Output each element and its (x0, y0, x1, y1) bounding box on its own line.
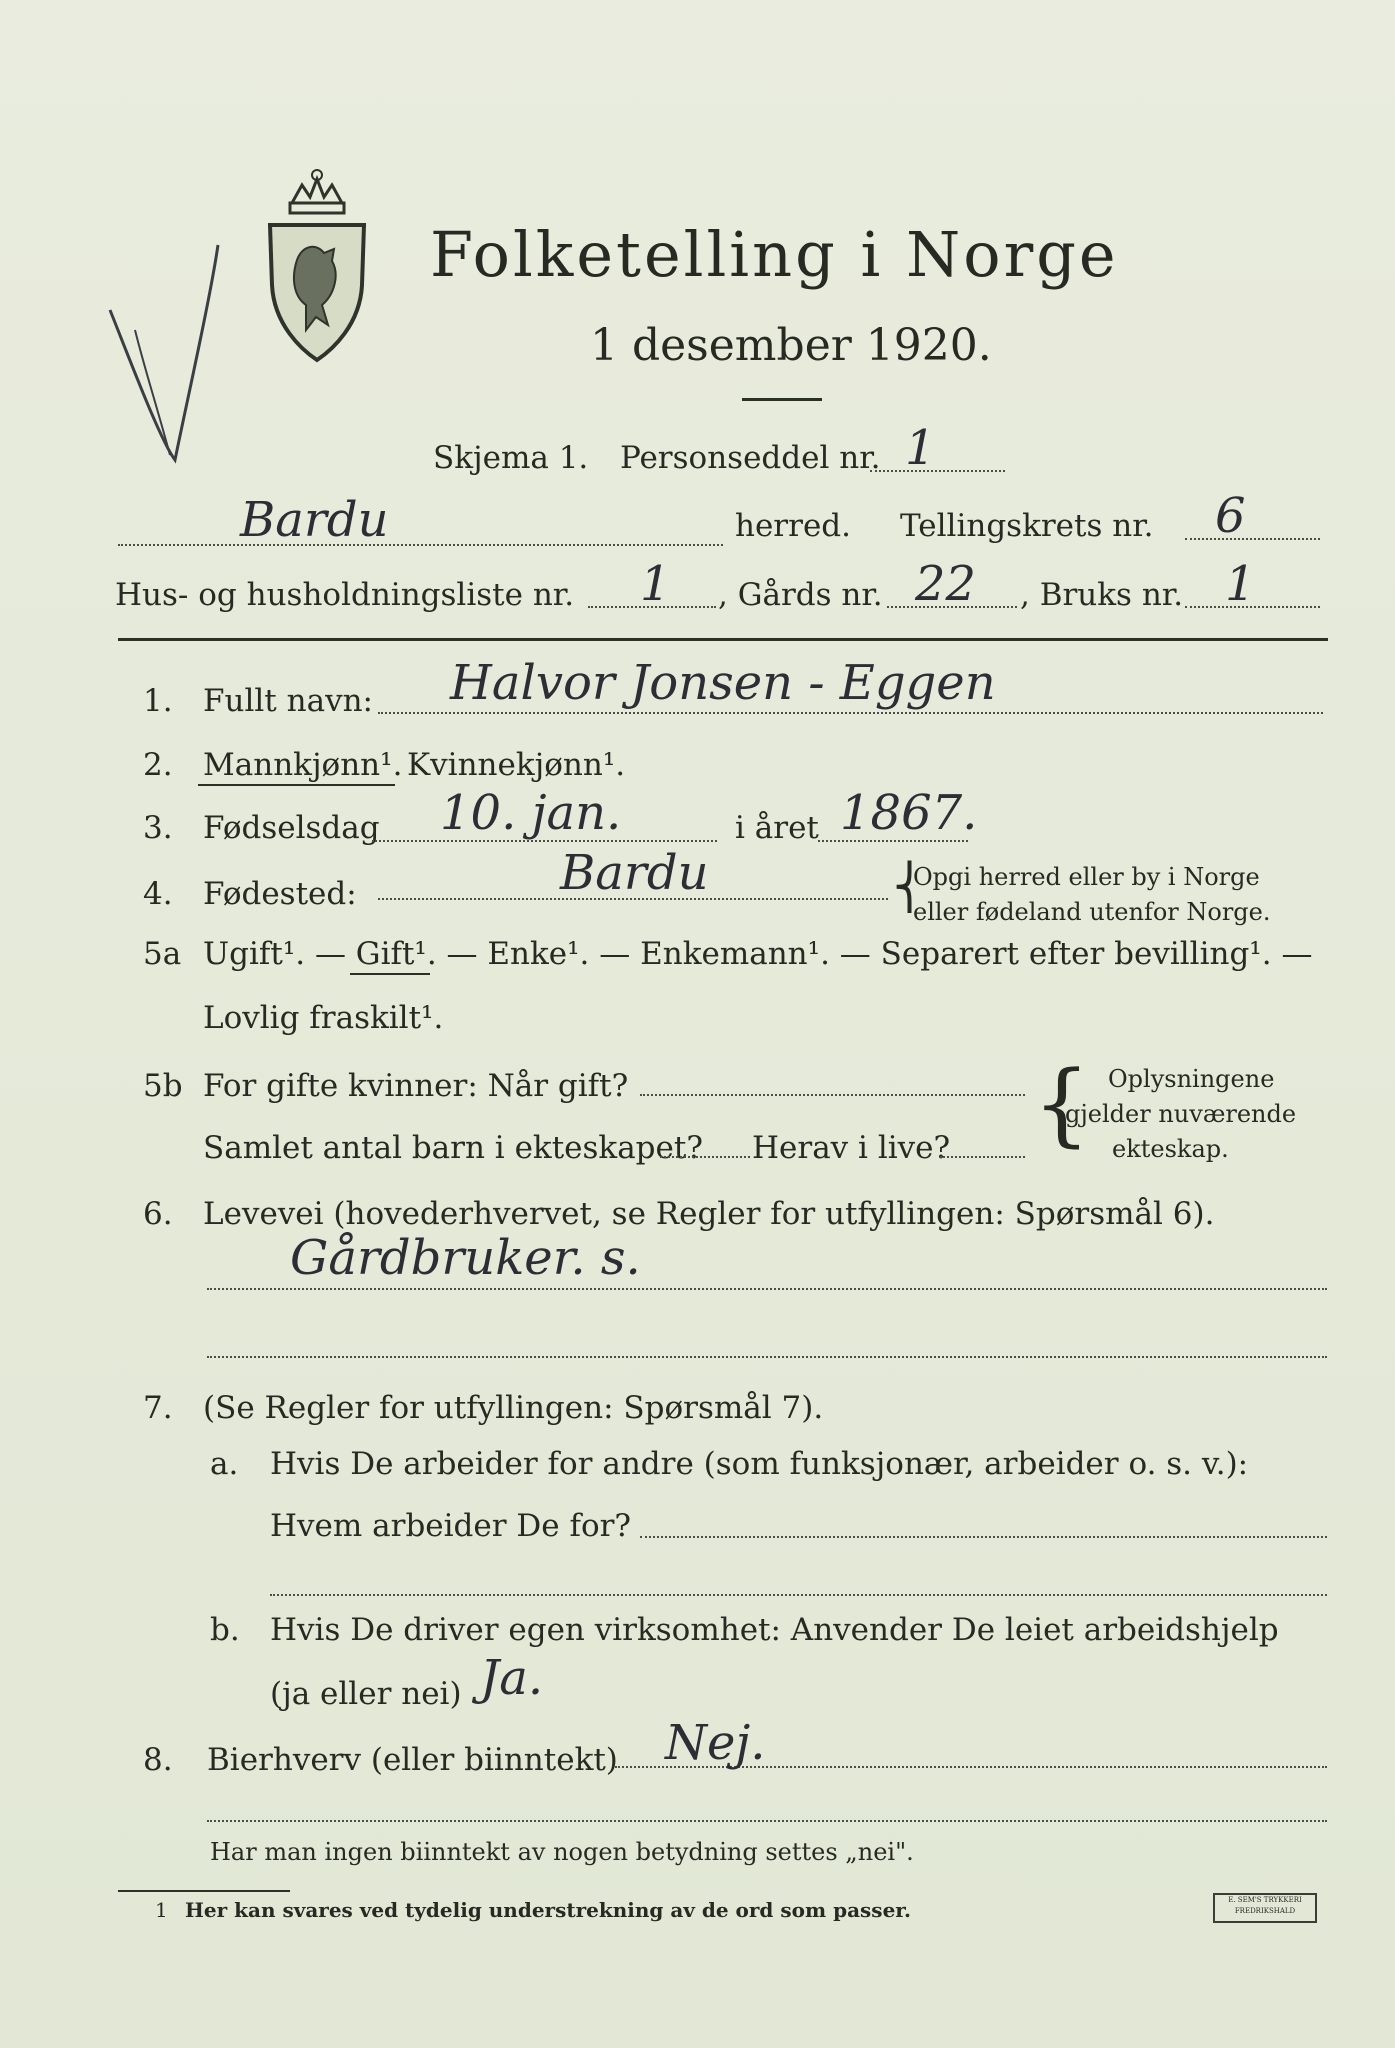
footnote-rule (118, 1890, 290, 1892)
tellingskrets-label: Tellingskrets nr. (900, 508, 1154, 544)
q7b-value: Ja. (480, 1650, 544, 1706)
skjema-label: Skjema 1. (433, 440, 589, 476)
tellingskrets-value: 6 (1215, 488, 1246, 544)
q5b-label3: Herav i live? (752, 1130, 951, 1166)
title-divider (742, 398, 822, 401)
q5a-options: Ugift¹. — Gift¹. — Enke¹. — Enkemann¹. — Separert efter bevilling¹. — (203, 936, 1313, 972)
q7b-text2: (ja eller nei) (270, 1676, 462, 1712)
q7a-text2: Hvem arbeider De for? (270, 1508, 632, 1544)
check-mark (100, 240, 220, 480)
q6-line1 (207, 1288, 1327, 1290)
printer-stamp: E. SEM'S TRYKKERI FREDRIKSHALD (1213, 1893, 1317, 1923)
q5b-line2 (660, 1156, 750, 1158)
hus-label: Hus- og husholdningsliste nr. (115, 577, 575, 613)
form-title: Folketelling i Norge (430, 218, 1119, 291)
q7a-text: Hvis De arbeider for andre (som funksjonær, arbeider o. s. v.): (270, 1446, 1249, 1482)
q5a-options2: Lovlig fraskilt¹. (203, 1000, 444, 1036)
q1-label: Fullt navn: (203, 683, 373, 719)
q5b-label1: For gifte kvinner: Når gift? (203, 1068, 629, 1104)
gards-value: 22 (915, 556, 977, 612)
coat-of-arms-icon (262, 165, 372, 365)
q5a-underline (350, 973, 430, 975)
q7b-text: Hvis De driver egen virksomhet: Anvender De leiet arbeidshjelp (270, 1612, 1279, 1648)
q3-number: 3. (143, 810, 173, 846)
footnote-number: 1 (155, 1898, 168, 1922)
personseddel-value: 1 (905, 420, 936, 476)
q5b-note3: ekteskap. (1112, 1135, 1229, 1163)
q7-number: 7. (143, 1390, 173, 1426)
q2-number: 2. (143, 747, 173, 783)
q7a-line1 (640, 1536, 1327, 1538)
q6-label: Levevei (hovederhvervet, se Regler for utfyllingen: Spørsmål 6). (203, 1196, 1215, 1232)
q4-label: Fødested: (203, 876, 357, 912)
q5b-line1 (640, 1094, 1025, 1096)
q4-note-line2: eller fødeland utenfor Norge. (913, 898, 1271, 926)
q5b-brace-icon: { (1033, 1052, 1091, 1157)
tellingskrets-line (1185, 538, 1320, 540)
q2-underline (198, 784, 395, 786)
q6-value: Gårdbruker. s. (290, 1230, 641, 1286)
q6-number: 6. (143, 1196, 173, 1232)
bruks-value: 1 (1225, 556, 1256, 612)
q7a-letter: a. (210, 1446, 239, 1482)
footer-note: Har man ingen biinntekt av nogen betydning settes „nei". (210, 1838, 914, 1866)
q6-line2 (207, 1356, 1327, 1358)
q8-line2 (207, 1820, 1327, 1822)
hus-value: 1 (640, 556, 671, 612)
herred-label: herred. (735, 508, 851, 544)
footnote-text: Her kan svares ved tydelig understrekning av de ord som passer. (185, 1898, 911, 1922)
gards-label: , Gårds nr. (718, 577, 883, 613)
census-date: 1 desember 1920. (590, 320, 992, 371)
personseddel-label: Personseddel nr. (620, 440, 881, 476)
q7b-letter: b. (210, 1612, 240, 1648)
q3-label: Fødselsdag (203, 810, 380, 846)
q5b-note2: gjelder nuværende (1065, 1100, 1297, 1128)
q3-year-value: 1867. (840, 785, 978, 841)
bruks-label: , Bruks nr. (1020, 577, 1184, 613)
q8-value: Nej. (665, 1715, 766, 1771)
q1-value: Halvor Jonsen - Eggen (450, 655, 996, 711)
q7-label: (Se Regler for utfyllingen: Spørsmål 7). (203, 1390, 824, 1426)
q8-label: Bierhverv (eller biinntekt) (207, 1742, 618, 1778)
personseddel-line (870, 470, 1005, 472)
q4-note-line1: Opgi herred eller by i Norge (913, 863, 1260, 891)
q2-female: Kvinnekjønn¹. (407, 747, 626, 783)
q5a-number: 5a (143, 936, 182, 972)
q8-number: 8. (143, 1742, 173, 1778)
q5b-number: 5b (143, 1068, 183, 1104)
q5b-note1: Oplysningene (1108, 1065, 1275, 1093)
q4-value: Bardu (560, 845, 709, 901)
q1-number: 1. (143, 683, 173, 719)
q4-brace-icon: ⎨ (893, 862, 926, 913)
q1-line (378, 712, 1323, 714)
q2-male: Mannkjønn¹. (203, 747, 403, 783)
herred-line (118, 544, 723, 546)
q3-year-label: i året (735, 810, 819, 846)
q7a-line2 (270, 1594, 1327, 1596)
header-rule (118, 638, 1328, 641)
q5b-label2: Samlet antal barn i ekteskapet? (203, 1130, 703, 1166)
herred-value: Bardu (240, 492, 389, 548)
q3-value: 10. jan. (440, 785, 622, 841)
q5b-line3 (940, 1156, 1025, 1158)
q4-number: 4. (143, 876, 173, 912)
